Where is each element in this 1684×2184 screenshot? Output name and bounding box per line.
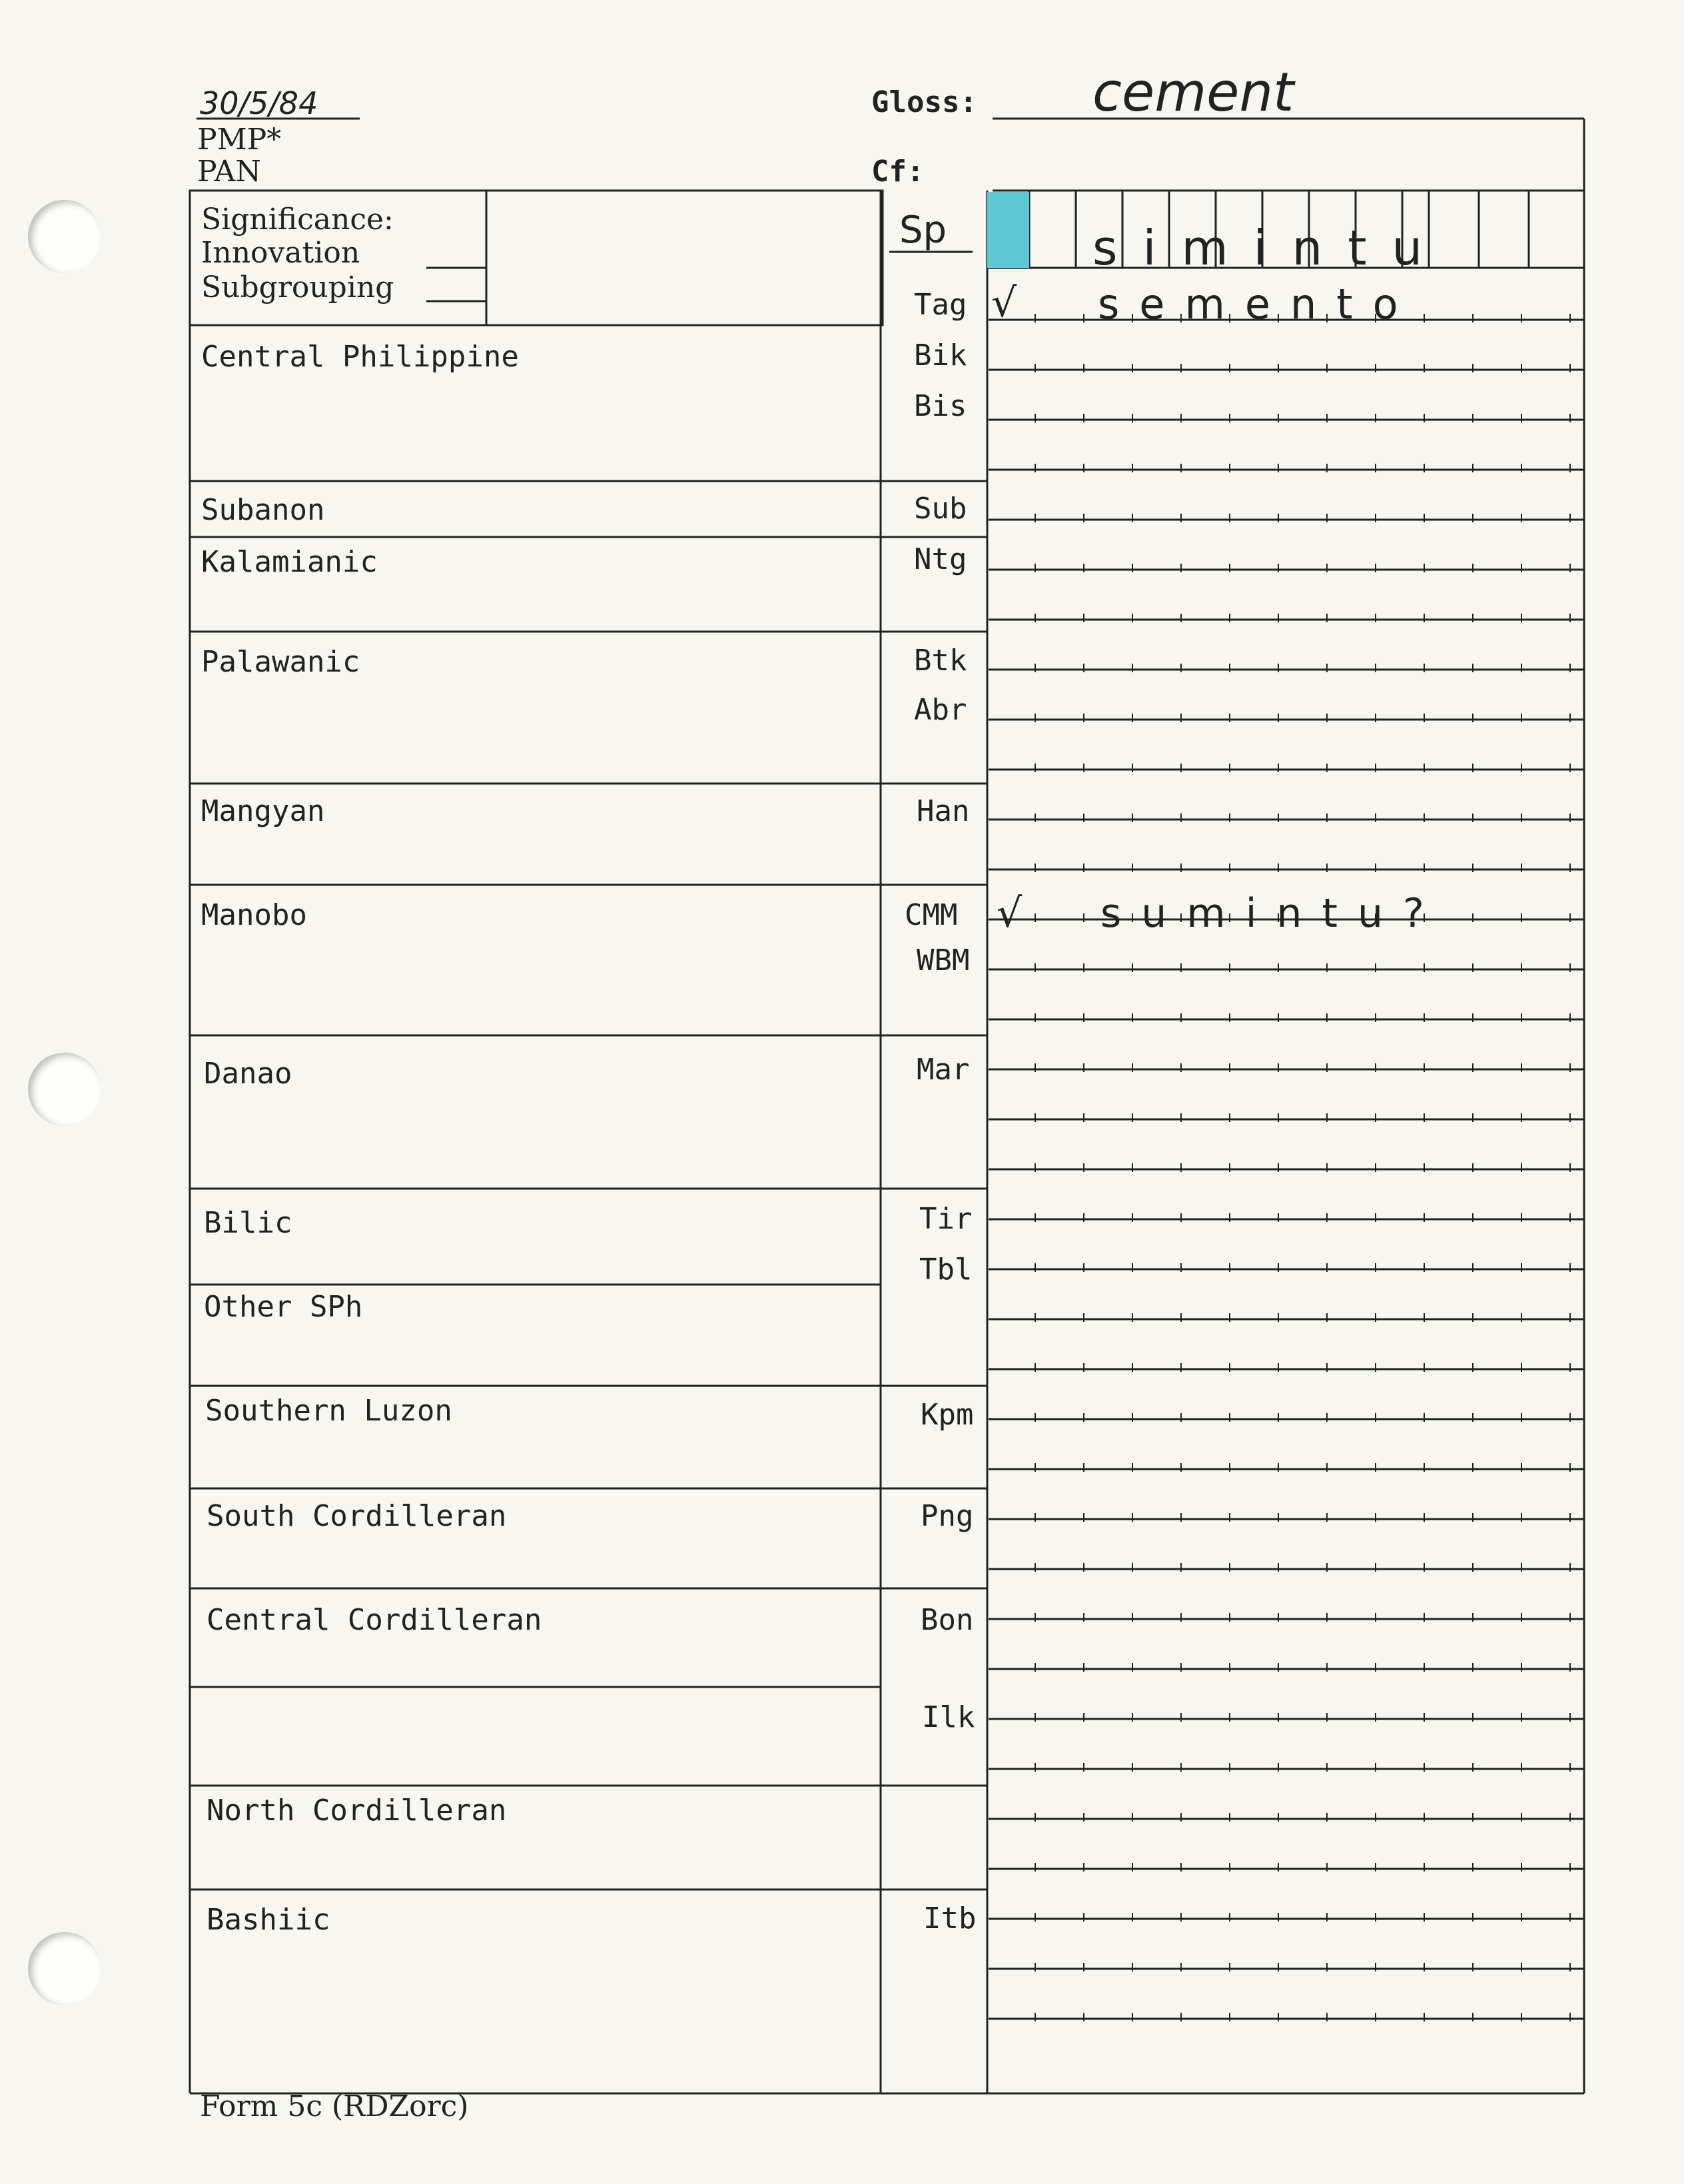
code-sub: Sub [914,492,967,526]
group-central-cordilleran: Central Cordilleran [207,1603,542,1637]
code-bis: Bis [914,389,967,423]
code-abr: Abr [914,693,967,727]
code-sp: Sp [899,209,947,252]
group-south-cordilleran: South Cordilleran [207,1499,507,1533]
group-danao: Danao [204,1057,292,1091]
group-southern-luzon: Southern Luzon [205,1394,452,1428]
code-wbm: WBM [917,943,970,977]
code-cmm: CMM [905,898,958,932]
group-central-philippine: Central Philippine [201,340,519,374]
group-mangyan: Mangyan [201,794,325,828]
code-mar: Mar [917,1053,970,1087]
header-date [200,85,318,121]
group-bashiic: Bashiic [207,1903,330,1937]
group-subanon: Subanon [201,493,325,527]
group-manobo: Manobo [201,898,307,932]
code-ilk: Ilk [922,1700,975,1734]
code-bon: Bon [921,1603,974,1637]
significance-title: Significance: [201,203,394,237]
form-footer: Form 5c (RDZorc) [200,2089,469,2123]
entry-cmm: sumintu? [1100,890,1444,937]
date-text: 30/5/84 [200,85,318,121]
code-kpm: Kpm [921,1398,974,1432]
code-btk: Btk [914,644,967,678]
header-pan: PAN [197,155,261,189]
gloss-value: cement [1092,61,1294,123]
check-tag: √ [991,280,1017,326]
highlight-mark [987,192,1029,268]
group-bilic: Bilic [204,1206,292,1240]
check-cmm: √ [997,890,1023,937]
header-pmp: PMP* [197,123,282,157]
code-tag: Tag [914,288,967,322]
code-tbl: Tbl [919,1253,973,1287]
code-han: Han [917,794,970,828]
subgrouping-label: Subgrouping [201,271,394,304]
code-itb: Itb [923,1902,977,1935]
entry-sp: simintu [1092,220,1448,276]
code-ntg: Ntg [914,542,967,576]
group-palawanic: Palawanic [201,645,360,679]
group-north-cordilleran: North Cordilleran [207,1794,507,1828]
entry-tag: semento [1098,280,1418,328]
gloss-label: Gloss: [871,85,977,119]
code-png: Png [921,1499,974,1533]
cf-label: Cf: [871,155,925,189]
code-tir: Tir [919,1202,973,1236]
group-kalamianic: Kalamianic [201,545,378,579]
innovation-label: Innovation [201,236,360,270]
code-bik: Bik [914,338,967,372]
group-other-sph: Other SPh [204,1290,363,1324]
